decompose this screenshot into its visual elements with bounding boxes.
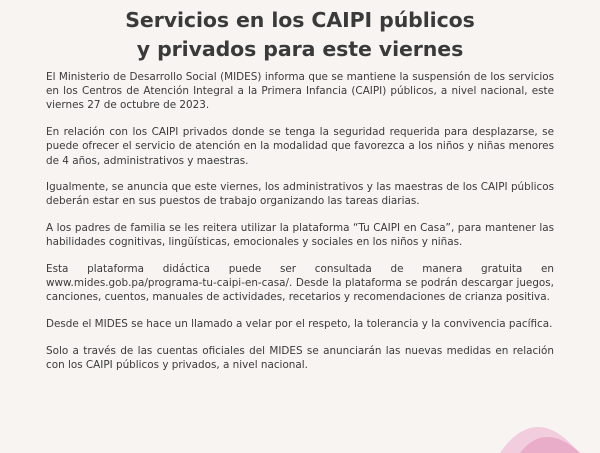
paragraph-official-channels: Solo a través de las cuentas oficiales del MIDES se anunciarán las nuevas medidas en relación con los CAIPI públicos y privados, a nivel nacional. [46,344,554,372]
paragraph-private-caipi: En relación con los CAIPI privados donde se tenga la seguridad requerida para desplazarse, se puede ofrecer el servicio de atención en la modalidad que favorezca a los niños y niñas menores de 4 años, administrativos y maestras. [46,126,554,167]
body-text [46,70,554,385]
paragraph-staff: Igualmente, se anuncia que este viernes, los administrativos y las maestras de los CAIPI públicos deberán estar en sus puestos de trabajo organizando las tareas diarias. [46,181,554,208]
decorative-ribbon-icon [490,413,580,453]
paragraph-platform-details: Esta plataforma didáctica puede ser consultada de manera gratuita en www.mides.gob.pa/programa-tu-caipi-en-casa/. Desde la plataforma se podrán descargar juegos, canciones, cuentos, manuales de actividades, recetarios y recomendaciones de crianza positiva. [46,263,554,304]
title-line-2: y privados para este viernes [136,37,464,61]
paragraph-suspension: El Ministerio de Desarrollo Social (MIDES) informa que se mantiene la suspensión de los servicios en los Centros de Atención Integral a la Primera Infancia (CAIPI) públicos, a nivel nacional, este viernes 27 de octubre de 2023. [46,71,554,112]
page-title [0,6,600,64]
paragraph-platform: A los padres de familia se les reitera utilizar la plataforma “Tu CAIPI en Casa”, para mantener las habilidades cognitivas, lingüísticas, emocionales y sociales en los niños y niñas. [46,222,554,249]
paragraph-call-to-respect: Desde el MIDES se hace un llamado a velar por el respeto, la tolerancia y la convivencia pacífica. [46,318,553,331]
title-line-1: Servicios en los CAIPI públicos [125,8,475,32]
